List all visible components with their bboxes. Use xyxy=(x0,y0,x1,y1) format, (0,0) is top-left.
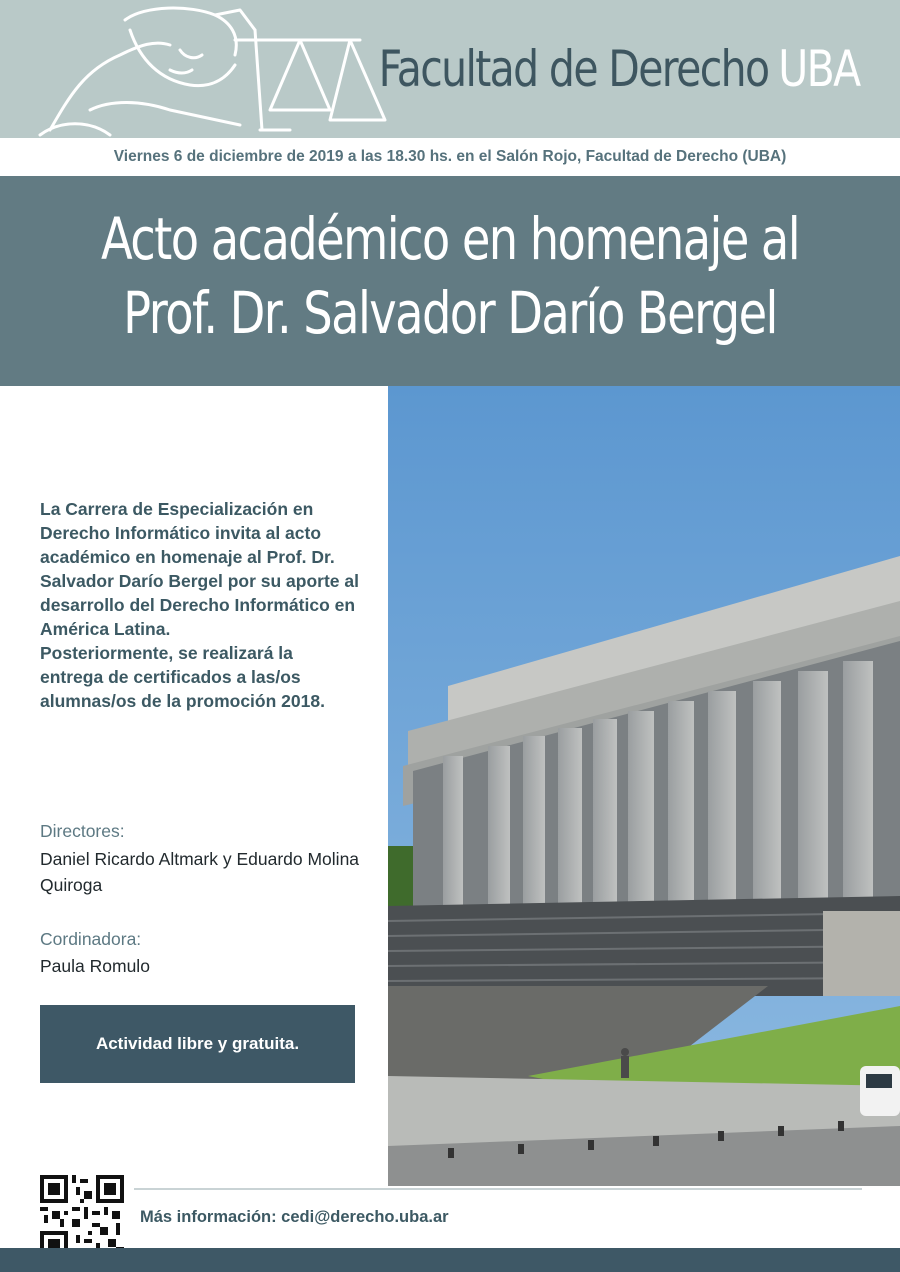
more-info-contact: Más información: cedi@derecho.uba.ar xyxy=(140,1208,449,1226)
coordinator-name: Paula Romulo xyxy=(40,956,150,976)
qr-code-icon xyxy=(40,1175,124,1259)
lady-justice-illustration xyxy=(30,0,410,138)
directors-names: Daniel Ricardo Altmark y Eduardo Molina Quiroga xyxy=(40,849,360,895)
title-band xyxy=(0,176,900,386)
free-activity-notice: Actividad libre y gratuita. xyxy=(40,1005,355,1083)
directors-label: Directores: xyxy=(40,821,125,841)
event-title-line2: Prof. Dr. Salvador Darío Bergel xyxy=(123,279,777,347)
faculty-title-main: Facultad de Derecho xyxy=(379,40,769,98)
faculty-title-accent: UBA xyxy=(778,40,860,98)
coordinator-label: Cordinadora: xyxy=(40,929,142,949)
faculty-title xyxy=(379,40,860,98)
header-banner xyxy=(0,0,900,138)
bottom-bar xyxy=(0,1248,900,1272)
description-paragraph-1: La Carrera de Especialización en Derecho Informático invita al acto académico en homenaje al Prof. Dr. Salvador Darío Bergel por su aporte al desarrollo del Derecho Informático en América Latina. xyxy=(40,499,359,639)
event-dateline: Viernes 6 de diciembre de 2019 a las 18.30 hs. en el Salón Rojo, Facultad de Derecho (UBA) xyxy=(0,138,900,176)
description-paragraph-2: Posteriormente, se realizará la entrega de certificados a las/os alumnas/os de la promoción 2018. xyxy=(40,643,325,711)
faculty-building-photo xyxy=(388,386,900,1186)
event-title-line1: Acto académico en homenaje al xyxy=(100,205,800,273)
event-description xyxy=(40,497,360,713)
building-photo-illustration xyxy=(388,386,900,1186)
footer-divider xyxy=(134,1188,862,1190)
event-title xyxy=(90,202,810,350)
